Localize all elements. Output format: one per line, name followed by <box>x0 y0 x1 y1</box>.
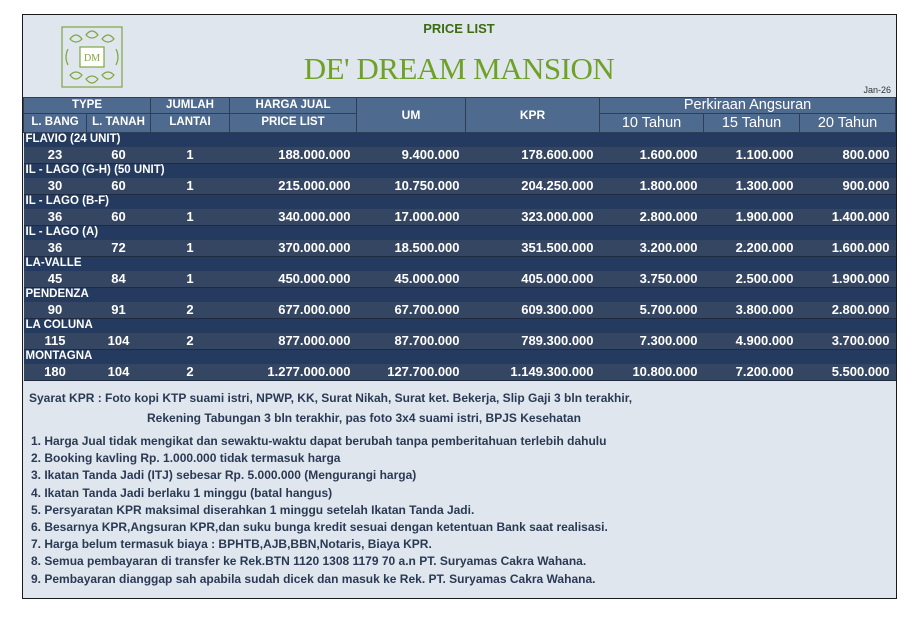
cell-lantai: 1 <box>151 240 230 257</box>
cell-lantai: 1 <box>151 178 230 195</box>
section-name: IL - LAGO (B-F) <box>24 195 896 209</box>
cell-kpr: 789.300.000 <box>466 333 600 350</box>
table-row <box>24 178 896 195</box>
table-row <box>24 240 896 257</box>
cell-lantai: 2 <box>151 302 230 319</box>
cell-angsuran-10: 3.750.000 <box>600 271 704 288</box>
cell-lantai: 2 <box>151 333 230 350</box>
cell-harga-jual: 340.000.000 <box>230 209 357 226</box>
price-table <box>23 97 896 381</box>
cell-angsuran-10: 10.800.000 <box>600 364 704 381</box>
cell-harga-jual: 450.000.000 <box>230 271 357 288</box>
term-item: 1. Harga Jual tidak mengikat dan sewaktu-waktu dapat berubah tanpa pemberitahuan terlebih dahulu <box>31 434 607 448</box>
cell-um: 127.700.000 <box>357 364 466 381</box>
cell-l-bang: 30 <box>24 178 87 195</box>
section-name: LA COLUNA <box>24 319 896 333</box>
cell-l-bang: 36 <box>24 240 87 257</box>
brand-title: DE' DREAM MANSION <box>303 51 615 86</box>
cell-harga-jual: 370.000.000 <box>230 240 357 257</box>
price-list-title: PRICE LIST <box>423 21 495 36</box>
cell-angsuran-10: 7.300.000 <box>600 333 704 350</box>
date-label: Jan-26 <box>863 85 891 95</box>
cell-angsuran-10: 3.200.000 <box>600 240 704 257</box>
cell-kpr: 178.600.000 <box>466 147 600 164</box>
section-header <box>24 195 896 209</box>
terms-list <box>31 433 608 588</box>
cell-lantai: 1 <box>151 271 230 288</box>
section-header <box>24 350 896 364</box>
cell-harga-jual: 188.000.000 <box>230 147 357 164</box>
cell-um: 9.400.000 <box>357 147 466 164</box>
section-name: IL - LAGO (A) <box>24 226 896 240</box>
cell-l-bang: 90 <box>24 302 87 319</box>
section-name: MONTAGNA <box>24 350 896 364</box>
header-20-tahun: 20 Tahun <box>800 114 896 133</box>
cell-l-bang: 115 <box>24 333 87 350</box>
header-um: UM <box>357 98 466 133</box>
cell-l-tanah: 60 <box>87 178 151 195</box>
cell-l-tanah: 72 <box>87 240 151 257</box>
cell-kpr: 1.149.300.000 <box>466 364 600 381</box>
cell-um: 45.000.000 <box>357 271 466 288</box>
term-item: 8. Semua pembayaran di transfer ke Rek.BTN 1120 1308 1179 70 a.n PT. Suryamas Cakra Wahana. <box>31 554 587 569</box>
section-header <box>24 288 896 302</box>
cell-l-tanah: 104 <box>87 333 151 350</box>
section-name: IL - LAGO (G-H) (50 UNIT) <box>24 164 896 178</box>
header-price-list: PRICE LIST <box>230 114 357 133</box>
header-l-tanah: L. TANAH <box>87 114 151 133</box>
cell-harga-jual: 215.000.000 <box>230 178 357 195</box>
table-row <box>24 147 896 164</box>
cell-angsuran-15: 4.900.000 <box>704 333 800 350</box>
cell-l-tanah: 84 <box>87 271 151 288</box>
cell-kpr: 405.000.000 <box>466 271 600 288</box>
cell-l-tanah: 60 <box>87 147 151 164</box>
syarat-kpr-line2: Rekening Tabungan 3 bln terakhir, pas foto 3x4 suami istri, BPJS Kesehatan <box>147 411 581 425</box>
section-name: PENDENZA <box>24 288 896 302</box>
cell-angsuran-15: 2.500.000 <box>704 271 800 288</box>
term-item: 7. Harga belum termasuk biaya : BPHTB,AJB,BBN,Notaris, Biaya KPR. <box>31 537 432 552</box>
header-jumlah: JUMLAH <box>151 98 230 114</box>
cell-angsuran-20: 2.800.000 <box>800 302 896 319</box>
table-row <box>24 302 896 319</box>
section-header <box>24 319 896 333</box>
cell-angsuran-20: 5.500.000 <box>800 364 896 381</box>
section-header <box>24 257 896 271</box>
section-header <box>24 133 896 147</box>
cell-angsuran-10: 1.600.000 <box>600 147 704 164</box>
cell-l-tanah: 91 <box>87 302 151 319</box>
cell-um: 67.700.000 <box>357 302 466 319</box>
cell-lantai: 1 <box>151 147 230 164</box>
cell-angsuran-20: 1.900.000 <box>800 271 896 288</box>
header-lantai: LANTAI <box>151 114 230 133</box>
term-item: 2. Booking kavling Rp. 1.000.000 tidak termasuk harga <box>31 451 341 466</box>
cell-um: 10.750.000 <box>357 178 466 195</box>
cell-angsuran-20: 3.700.000 <box>800 333 896 350</box>
cell-angsuran-20: 1.400.000 <box>800 209 896 226</box>
cell-angsuran-10: 1.800.000 <box>600 178 704 195</box>
section-name: FLAVIO (24 UNIT) <box>24 133 896 147</box>
cell-harga-jual: 877.000.000 <box>230 333 357 350</box>
section-name: LA-VALLE <box>24 257 896 271</box>
cell-angsuran-15: 2.200.000 <box>704 240 800 257</box>
cell-l-tanah: 60 <box>87 209 151 226</box>
cell-angsuran-10: 5.700.000 <box>600 302 704 319</box>
cell-lantai: 1 <box>151 209 230 226</box>
table-row <box>24 364 896 381</box>
price-list-sheet <box>22 14 897 599</box>
header-l-bang: L. BANG <box>24 114 87 133</box>
term-item: 4. Ikatan Tanda Jadi berlaku 1 minggu (batal hangus) <box>31 485 333 500</box>
header-kpr: KPR <box>466 98 600 133</box>
table-row <box>24 209 896 226</box>
section-header <box>24 226 896 240</box>
term-item: 3. Ikatan Tanda Jadi (ITJ) sebesar Rp. 5.000.000 (Mengurangi harga) <box>31 468 417 483</box>
cell-lantai: 2 <box>151 364 230 381</box>
cell-um: 18.500.000 <box>357 240 466 257</box>
table-row <box>24 271 896 288</box>
cell-kpr: 323.000.000 <box>466 209 600 226</box>
cell-l-bang: 180 <box>24 364 87 381</box>
cell-angsuran-15: 1.900.000 <box>704 209 800 226</box>
cell-kpr: 609.300.000 <box>466 302 600 319</box>
header-15-tahun: 15 Tahun <box>704 114 800 133</box>
cell-l-bang: 36 <box>24 209 87 226</box>
svg-text:DM: DM <box>83 53 101 64</box>
section-header <box>24 164 896 178</box>
cell-angsuran-15: 3.800.000 <box>704 302 800 319</box>
cell-angsuran-20: 1.600.000 <box>800 240 896 257</box>
header-harga-jual: HARGA JUAL <box>230 98 357 114</box>
header <box>23 15 895 97</box>
table-row <box>24 333 896 350</box>
syarat-kpr-line1: Syarat KPR : Foto kopi KTP suami istri, NPWP, KK, Surat Nikah, Surat ket. Bekerja, Slip Gaji 3 bln terakhir, <box>29 391 633 405</box>
cell-um: 17.000.000 <box>357 209 466 226</box>
cell-angsuran-20: 900.000 <box>800 178 896 195</box>
cell-angsuran-20: 800.000 <box>800 147 896 164</box>
cell-harga-jual: 677.000.000 <box>230 302 357 319</box>
header-type: TYPE <box>24 98 151 114</box>
cell-l-tanah: 104 <box>87 364 151 381</box>
term-item: 5. Persyaratan KPR maksimal diserahkan 1 minggu setelah Ikatan Tanda Jadi. <box>31 502 475 517</box>
cell-angsuran-15: 7.200.000 <box>704 364 800 381</box>
cell-kpr: 204.250.000 <box>466 178 600 195</box>
term-item: 6. Besarnya KPR,Angsuran KPR,dan suku bunga kredit sesuai dengan ketentuan Bank saat realisasi. <box>31 520 608 535</box>
header-10-tahun: 10 Tahun <box>600 114 704 133</box>
cell-angsuran-15: 1.100.000 <box>704 147 800 164</box>
term-item: 9. Pembayaran dianggap sah apabila sudah dicek dan masuk ke Rek. PT. Suryamas Cakra Wahana. <box>31 571 596 586</box>
cell-harga-jual: 1.277.000.000 <box>230 364 357 381</box>
cell-um: 87.700.000 <box>357 333 466 350</box>
cell-l-bang: 45 <box>24 271 87 288</box>
cell-kpr: 351.500.000 <box>466 240 600 257</box>
cell-l-bang: 23 <box>24 147 87 164</box>
cell-angsuran-10: 2.800.000 <box>600 209 704 226</box>
header-perkiraan-angsuran: Perkiraan Angsuran <box>600 98 896 114</box>
cell-angsuran-15: 1.300.000 <box>704 178 800 195</box>
